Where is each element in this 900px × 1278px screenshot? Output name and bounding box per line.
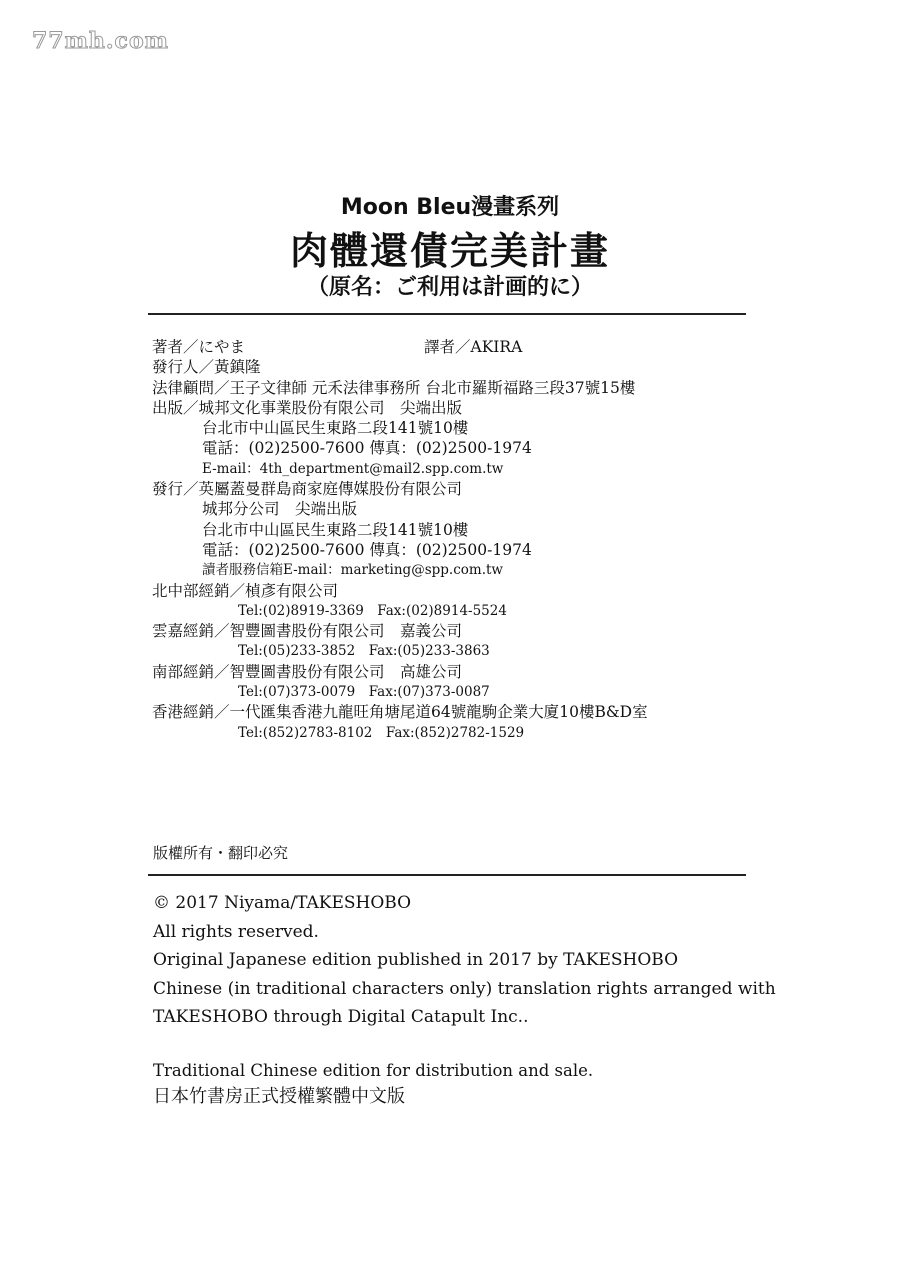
- distribution-block: [153, 1058, 773, 1110]
- credits-block: [152, 337, 752, 743]
- distributor-address: 台北市中山區民生東路二段141號10樓: [202, 520, 469, 539]
- publisher-address: 台北市中山區民生東路二段141號10樓: [202, 419, 469, 438]
- copyright-line: © 2017 Niyama/TAKESHOBO: [153, 893, 412, 913]
- distributor-name: 發行／英屬蓋曼群島商家庭傳媒股份有限公司: [152, 480, 463, 499]
- distribution-notice: Traditional Chinese edition for distribution and sale.: [153, 1061, 594, 1080]
- hongkong-dealer-contact: Tel:(852)2783-8102 Fax:(852)2782-1529: [238, 724, 525, 741]
- copyright-line: All rights reserved.: [153, 921, 319, 942]
- publisher-person: 發行人／黃鎮隆: [152, 358, 261, 377]
- distributor-phone: 電話：(02)2500-7600 傳真：(02)2500-1974: [202, 540, 532, 559]
- north-dealer-name: 北中部經銷／楨彥有限公司: [152, 581, 339, 600]
- legal-advisor: 法律顧問／王子文律師 元禾法律事務所 台北市羅斯福路三段37號15樓: [152, 378, 636, 397]
- credits-line-author: [152, 337, 752, 357]
- publisher-phone: 電話：(02)2500-7600 傳真：(02)2500-1974: [202, 439, 532, 458]
- divider-bottom: [148, 874, 746, 876]
- authorization-notice: 日本竹書房正式授權繁體中文版: [153, 1086, 405, 1107]
- watermark-logo: 77mh.com: [32, 28, 169, 54]
- translator-credit: 譯者／AKIRA: [424, 338, 523, 356]
- north-dealer-contact: Tel:(02)8919-3369 Fax:(02)8914-5524: [238, 602, 507, 619]
- original-title: （原名：ご利用は計画的に）: [306, 275, 593, 300]
- hongkong-dealer-name: 香港經銷／一代匯集香港九龍旺角塘尾道64號龍駒企業大廈10樓B&D室: [152, 703, 648, 722]
- south-dealer-name: 南部經銷／智豐圖書股份有限公司 高雄公司: [152, 662, 463, 681]
- divider-top: [148, 313, 746, 315]
- south-dealer-contact: Tel:(07)373-0079 Fax:(07)373-0087: [238, 684, 490, 701]
- distributor-email: 讀者服務信箱E-mail：marketing@spp.com.tw: [202, 562, 503, 579]
- publisher-email: E-mail：4th_department@mail2.spp.com.tw: [202, 460, 504, 477]
- copyright-line: TAKESHOBO through Digital Catapult Inc..: [153, 1007, 529, 1027]
- chiayi-dealer-name: 雲嘉經銷／智豐圖書股份有限公司 嘉義公司: [152, 622, 463, 641]
- book-title: 肉體還債完美計畫: [289, 229, 610, 273]
- copyright-line: Chinese (in traditional characters only) translation rights arranged with: [153, 978, 776, 999]
- distributor-branch: 城邦分公司 尖端出版: [202, 500, 358, 519]
- author-credit: 著者／にやま: [152, 338, 246, 356]
- copyright-block: [153, 889, 776, 1032]
- series-name: Moon Bleu漫畫系列: [340, 195, 560, 220]
- chiayi-dealer-contact: Tel:(05)233-3852 Fax:(05)233-3863: [238, 643, 490, 660]
- publisher-name: 出版／城邦文化事業股份有限公司 尖端出版: [152, 398, 463, 417]
- copyright-line: Original Japanese edition published in 2017 by TAKESHOBO: [153, 950, 679, 970]
- rights-notice: 版權所有・翻印必究: [153, 844, 289, 862]
